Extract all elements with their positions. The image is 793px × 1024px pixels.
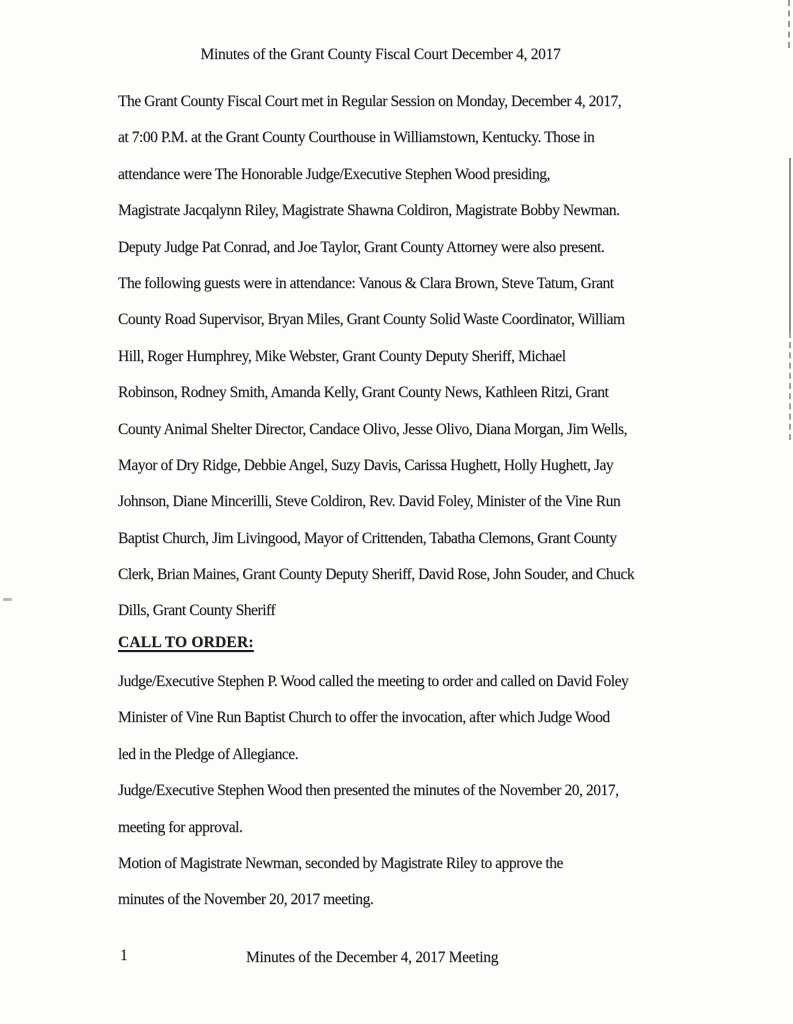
text-line: Mayor of Dry Ridge, Debbie Angel, Suzy Davis, Carissa Hughett, Holly Hughett, Jay — [118, 456, 614, 474]
text-line: Hill, Roger Humphrey, Mike Webster, Grant County Deputy Sheriff, Michael — [118, 347, 566, 365]
text-line: attendance were The Honorable Judge/Executive Stephen Wood presiding, — [118, 165, 550, 183]
attendance-paragraph — [118, 84, 738, 630]
text-line: Johnson, Diane Mincerilli, Steve Coldiron, Rev. David Foley, Minister of the Vine Run — [118, 493, 621, 511]
text-line: County Road Supervisor, Bryan Miles, Grant County Solid Waste Coordinator, William — [118, 311, 625, 329]
text-line: Motion of Magistrate Newman, seconded by Magistrate Riley to approve the — [118, 854, 563, 872]
text-line: Judge/Executive Stephen Wood then presented the minutes of the November 20, 2017, — [118, 782, 619, 800]
scan-artifact-right-middle — [789, 158, 791, 332]
call-to-order-body — [118, 664, 738, 919]
text-line: led in the Pledge of Allegiance. — [118, 745, 299, 763]
text-line: Dills, Grant County Sheriff — [118, 602, 276, 620]
document-title: Minutes of the Grant County Fiscal Court December 4, 2017 — [200, 46, 561, 63]
text-line: at 7:00 P.M. at the Grant County Courthouse in Williamstown, Kentucky. Those in — [118, 129, 595, 147]
page-number: 1 — [120, 947, 128, 964]
text-line: Magistrate Jacqalynn Riley, Magistrate Shawna Coldiron, Magistrate Bobby Newman. — [118, 202, 620, 220]
scan-artifact-right-top — [788, 0, 790, 48]
text-line: Judge/Executive Stephen P. Wood called the meeting to order and called on David Foley — [118, 673, 629, 690]
text-line: minutes of the November 20, 2017 meeting. — [118, 891, 374, 909]
scan-artifact-left-speck — [3, 598, 12, 601]
call-to-order-heading: CALL TO ORDER: — [118, 634, 254, 651]
footer-title: Minutes of the December 4, 2017 Meeting — [246, 949, 499, 966]
text-line: Minister of Vine Run Baptist Church to offer the invocation, after which Judge Wood — [118, 709, 610, 727]
text-line: Robinson, Rodney Smith, Amanda Kelly, Grant County News, Kathleen Ritzi, Grant — [118, 384, 609, 402]
text-line: Baptist Church, Jim Livingood, Mayor of Crittenden, Tabatha Clemons, Grant County — [118, 529, 617, 547]
text-line: The Grant County Fiscal Court met in Regular Session on Monday, December 4, 2017, — [118, 93, 622, 110]
text-line: County Animal Shelter Director, Candace Olivo, Jesse Olivo, Diana Morgan, Jim Wells, — [118, 420, 628, 438]
scan-artifact-right-lower — [789, 332, 791, 440]
text-line: The following guests were in attendance: Vanous & Clara Brown, Steve Tatum, Grant — [118, 274, 614, 292]
text-line: meeting for approval. — [118, 818, 243, 836]
text-line: Deputy Judge Pat Conrad, and Joe Taylor, Grant County Attorney were also present. — [118, 238, 605, 256]
text-line: Clerk, Brian Maines, Grant County Deputy Sheriff, David Rose, John Souder, and Chuck — [118, 566, 635, 584]
page-footer — [118, 947, 678, 967]
